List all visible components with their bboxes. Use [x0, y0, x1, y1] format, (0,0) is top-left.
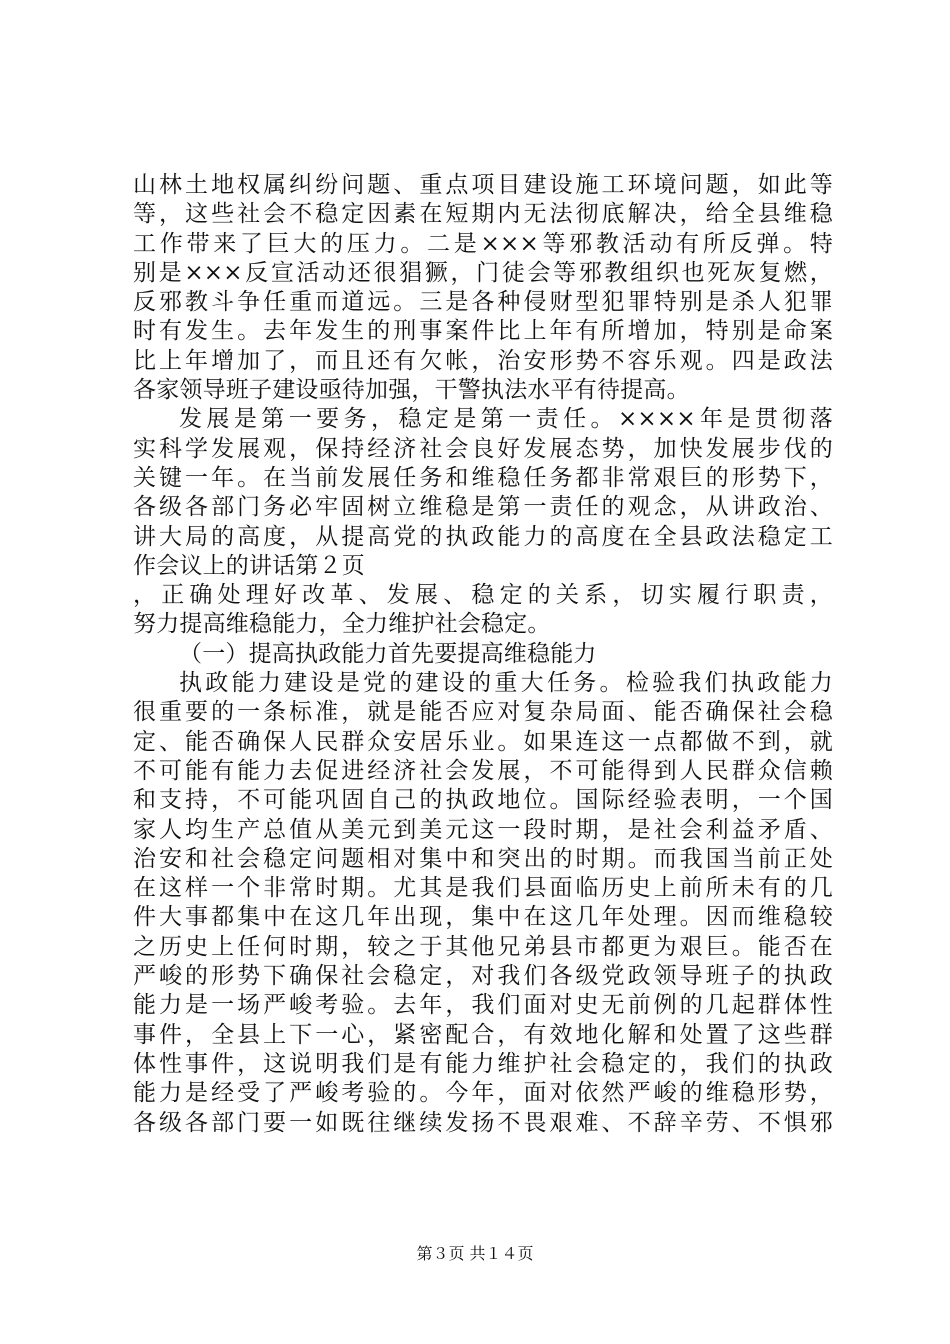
- text-line: 工作带来了巨大的压力。二是×××等邪教活动有所反弹。特: [133, 230, 833, 257]
- text-line: 实科学发展观，保持经济社会良好发展态势，加快发展步伐的: [133, 435, 833, 462]
- text-line: 治安和社会稳定问题相对集中和突出的时期。而我国当前正处: [133, 845, 833, 872]
- text-line: 别是×××反宣活动还很猖獗，门徒会等邪教组织也死灰复燃，: [133, 259, 833, 286]
- text-line: 作会议上的讲话第２页: [133, 552, 365, 579]
- text-line: 反邪教斗争任重而道远。三是各种侵财型犯罪特别是杀人犯罪: [133, 289, 833, 316]
- text-line: 件大事都集中在这几年出现，集中在这几年处理。因而维稳较: [133, 904, 833, 931]
- text-line: 讲大局的高度，从提高党的执政能力的高度在全县政法稳定工: [133, 523, 833, 550]
- text-line: 体性事件，这说明我们是有能力维护社会稳定的，我们的执政: [133, 1050, 833, 1077]
- section-heading: （一）提高执政能力首先要提高维稳能力: [179, 640, 597, 667]
- text-line: 家人均生产总值从美元到美元这一段时期，是社会利益矛盾、: [133, 816, 833, 843]
- text-line: ，正确处理好改革、发展、稳定的关系，切实履行职责，: [133, 582, 833, 609]
- text-line: 很重要的一条标准，就是能否应对复杂局面、能否确保社会稳: [133, 699, 833, 726]
- text-line: 努力提高维稳能力，全力维护社会稳定。: [133, 611, 551, 638]
- text-line: 各家领导班子建设亟待加强，干警执法水平有待提高。: [133, 377, 690, 404]
- page-number-footer: 第３页 共１４页: [416, 1244, 534, 1263]
- text-line: 和支持，不可能巩固自己的执政地位。国际经验表明，一个国: [133, 787, 833, 814]
- text-line: 事件，全县上下一心，紧密配合，有效地化解和处置了这些群: [133, 1021, 833, 1048]
- text-line: 严峻的形势下确保社会稳定，对我们各级党政领导班子的执政: [133, 963, 833, 990]
- document-body: [133, 171, 833, 1138]
- text-line: 山林土地权属纠纷问题、重点项目建设施工环境问题，如此等: [133, 172, 833, 198]
- text-line: 关键一年。在当前发展任务和维稳任务都非常艰巨的形势下，: [133, 464, 833, 491]
- text-line: 不可能有能力去促进经济社会发展，不可能得到人民群众信赖: [133, 757, 833, 784]
- text-line: 等，这些社会不稳定因素在短期内无法彻底解决，给全县维稳: [133, 201, 833, 228]
- text-line: 时有发生。去年发生的刑事案件比上年有所增加，特别是命案: [133, 318, 833, 345]
- text-line: 各级各部门要一如既往继续发扬不畏艰难、不辞辛劳、不惧邪: [133, 1109, 833, 1136]
- text-line: 之历史上任何时期，较之于其他兄弟县市都更为艰巨。能否在: [133, 933, 833, 960]
- paragraph-start-line: 发展是第一要务，稳定是第一责任。××××年是贯彻落: [179, 406, 833, 433]
- text-line: 各级各部门务必牢固树立维稳是第一责任的观念，从讲政治、: [133, 494, 833, 521]
- text-line: 能力是经受了严峻考验的。今年，面对依然严峻的维稳形势，: [133, 1080, 833, 1107]
- text-line: 比上年增加了，而且还有欠帐，治安形势不容乐观。四是政法: [133, 347, 833, 374]
- paragraph-start-line: 执政能力建设是党的建设的重大任务。检验我们执政能力: [179, 670, 833, 697]
- text-line: 能力是一场严峻考验。去年，我们面对史无前例的几起群体性: [133, 992, 833, 1019]
- text-line: 定、能否确保人民群众安居乐业。如果连这一点都做不到，就: [133, 728, 833, 755]
- text-line: 在这样一个非常时期。尤其是我们县面临历史上前所未有的几: [133, 875, 833, 902]
